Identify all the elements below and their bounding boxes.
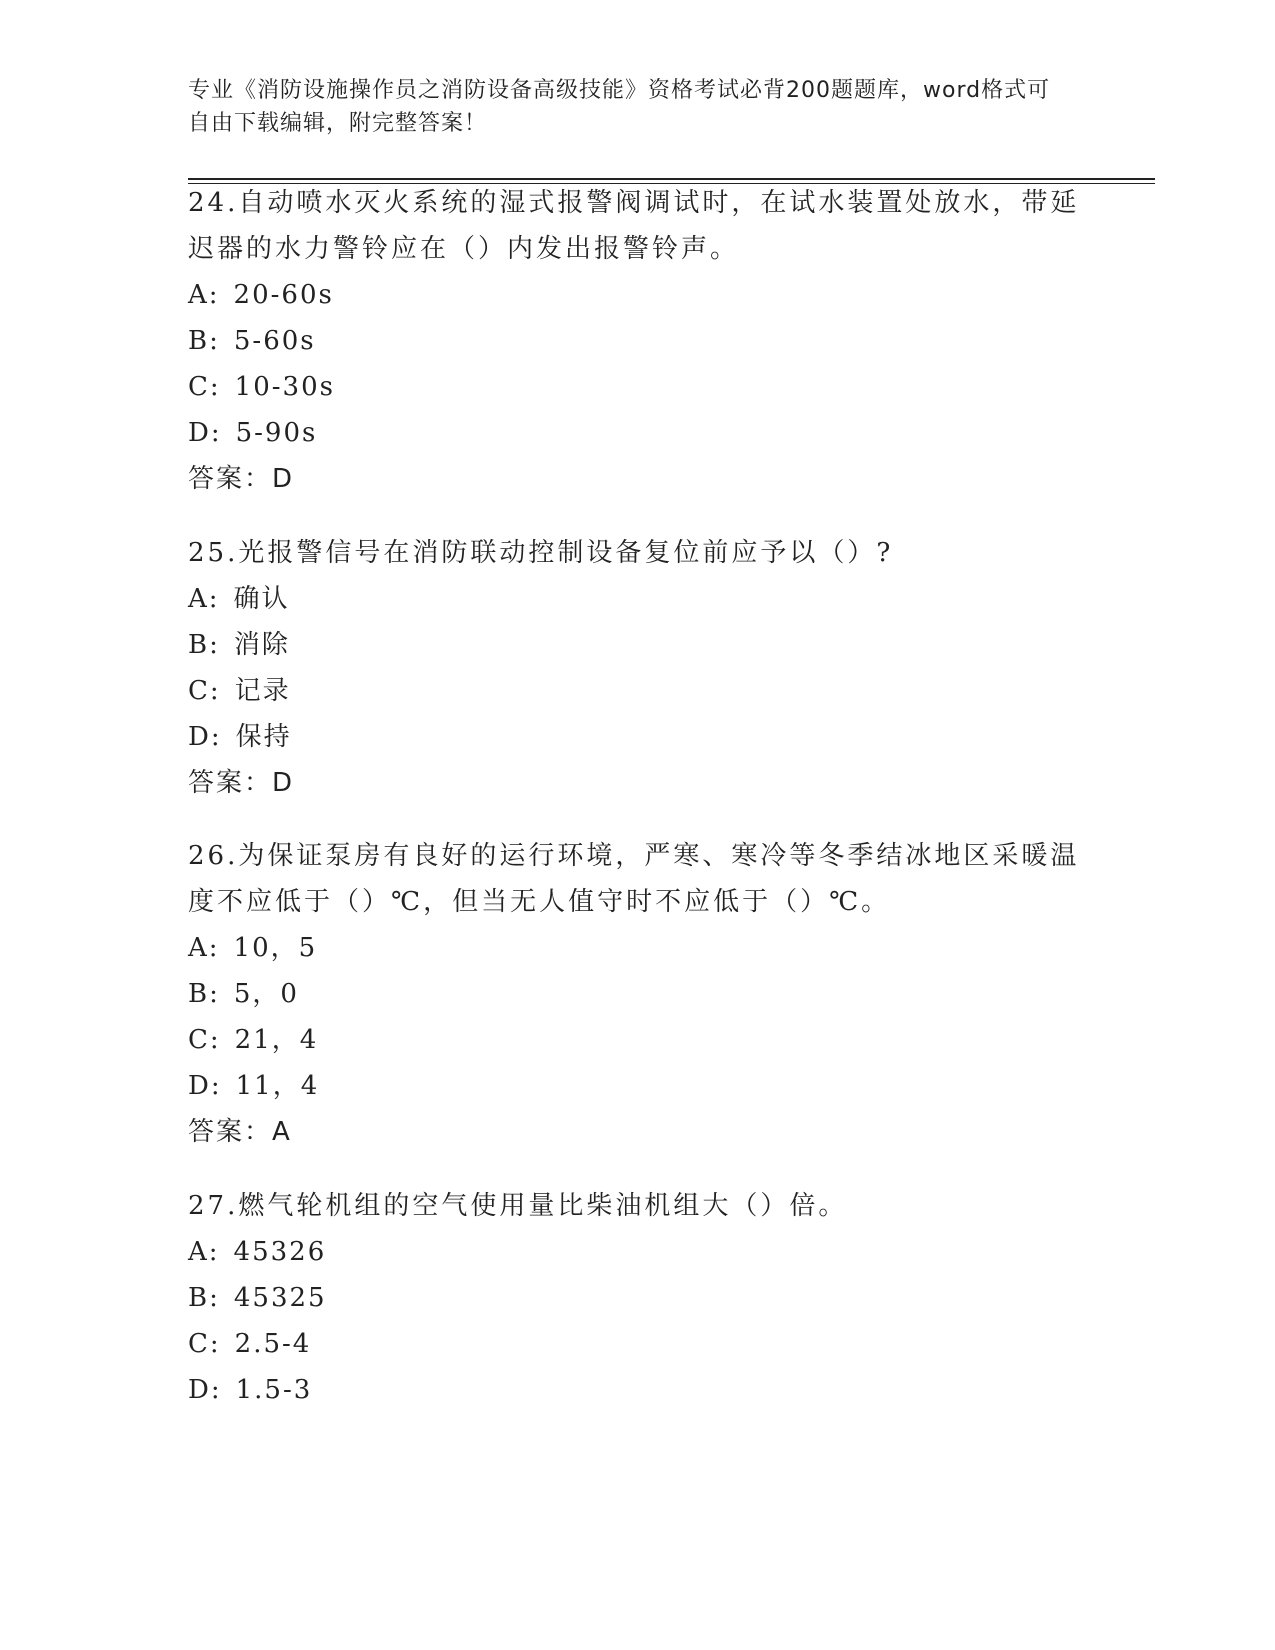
option-text: 5-90s — [235, 418, 318, 448]
option-b — [188, 622, 1088, 668]
option-a — [188, 1229, 1088, 1275]
option-text: 10-30s — [234, 372, 335, 402]
document-header: 专业《消防设施操作员之消防设备高级技能》资格考试必背200题题库，word格式可自由下载编辑，附完整答案！ — [188, 78, 1051, 136]
question-27 — [188, 1183, 1088, 1413]
option-c — [188, 1017, 1088, 1063]
option-letter: D: — [188, 1071, 222, 1101]
option-letter: C: — [188, 1025, 221, 1055]
question-stem: 27.燃气轮机组的空气使用量比柴油机组大（）倍。 — [188, 1191, 848, 1221]
option-a — [188, 272, 1088, 318]
option-d — [188, 714, 1088, 760]
option-letter: B: — [188, 979, 220, 1009]
question-stem: 26.为保证泵房有良好的运行环境，严寒、寒冷等冬季结冰地区采暖温度不应低于（）℃，但当无人值守时不应低于（）℃。 — [188, 841, 1080, 917]
answer-line: 答案：D — [188, 768, 295, 798]
option-letter: B: — [188, 326, 220, 356]
option-text: 10，5 — [233, 933, 318, 963]
option-letter: A: — [188, 933, 220, 963]
option-a — [188, 576, 1088, 622]
option-b — [188, 971, 1088, 1017]
option-letter: D: — [188, 722, 222, 752]
option-letter: A: — [188, 584, 220, 614]
question-24 — [188, 180, 1088, 502]
option-text: 消除 — [233, 630, 290, 660]
option-text: 20-60s — [233, 280, 334, 310]
option-text: 2.5-4 — [234, 1329, 312, 1359]
option-b — [188, 1275, 1088, 1321]
answer-line: 答案：D — [188, 464, 295, 494]
option-letter: C: — [188, 1329, 221, 1359]
option-b — [188, 318, 1088, 364]
option-text: 1.5-3 — [235, 1375, 313, 1405]
question-26 — [188, 833, 1088, 1155]
option-letter: D: — [188, 418, 222, 448]
question-stem: 24.自动喷水灭火系统的湿式报警阀调试时，在试水装置处放水，带延迟器的水力警铃应在（）内发出报警铃声。 — [188, 188, 1080, 264]
question-stem: 25.光报警信号在消防联动控制设备复位前应予以（）? — [188, 538, 894, 568]
option-c — [188, 668, 1088, 714]
option-text: 确认 — [233, 584, 290, 614]
option-a — [188, 925, 1088, 971]
option-text: 5-60s — [233, 326, 316, 356]
option-letter: C: — [188, 372, 221, 402]
option-letter: A: — [188, 280, 220, 310]
option-letter: B: — [188, 1283, 220, 1313]
option-text: 21，4 — [234, 1025, 319, 1055]
option-text: 保持 — [235, 722, 292, 752]
option-text: 5，0 — [233, 979, 299, 1009]
option-letter: B: — [188, 630, 220, 660]
option-text: 记录 — [234, 676, 291, 706]
question-25 — [188, 530, 1088, 806]
option-d — [188, 1367, 1088, 1413]
option-d — [188, 1063, 1088, 1109]
option-text: 45325 — [233, 1283, 327, 1313]
option-letter: D: — [188, 1375, 222, 1405]
option-c — [188, 364, 1088, 410]
option-c — [188, 1321, 1088, 1367]
answer-line: 答案：A — [188, 1117, 292, 1147]
option-text: 11，4 — [235, 1071, 320, 1101]
option-letter: C: — [188, 676, 221, 706]
option-letter: A: — [188, 1237, 220, 1267]
option-d — [188, 410, 1088, 456]
option-text: 45326 — [233, 1237, 327, 1267]
